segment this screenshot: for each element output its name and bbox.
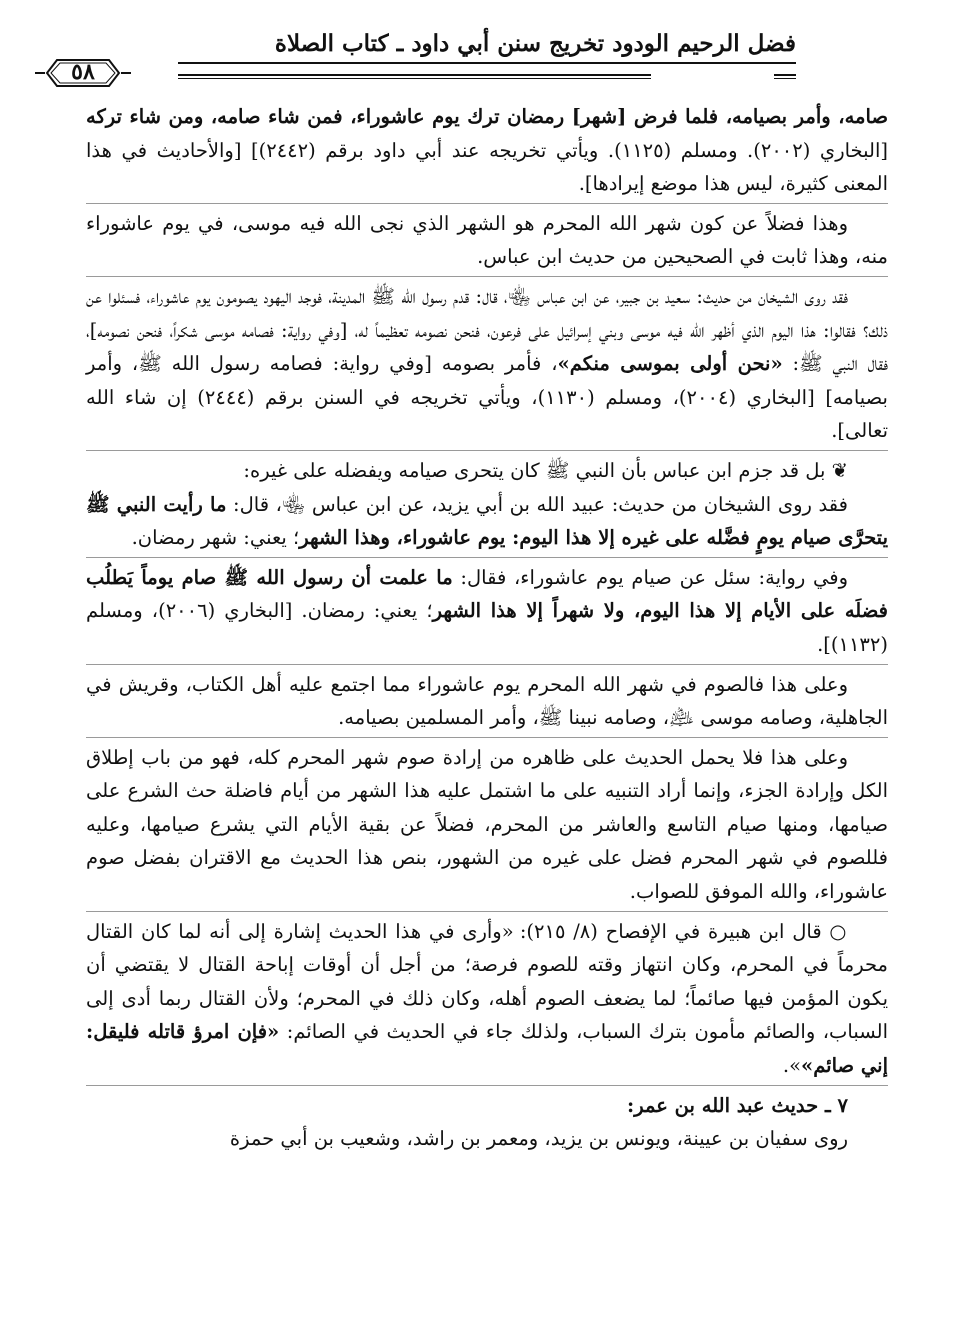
paragraph [86,100,888,201]
paragraph-separator [86,276,888,277]
paragraph-text: وفي رواية: سئل عن صيام يوم عاشوراء، فقال: [452,565,848,589]
body-text [86,100,888,1156]
emphasized-text: ما رأيت النبي ﷺ يتحرَّى صيام يومٍ فضَّله على غيره إلا هذا اليوم: يوم عاشوراء، وهذا الشهر [86,492,888,550]
header-rule [178,62,796,64]
emphasized-text: صامه، وأمر بصيامه، فلما فرض [شهر] رمضان ترك يوم عاشوراء، فمن شاء صامه، ومن شاء تركه [86,105,888,128]
paragraph-separator [86,557,888,558]
paragraph-text: ؛ يعني: رمضان. [البخاري (٢٠٠٦)، ومسلم (١١٣٢)]. [86,599,888,656]
paragraph [86,1089,888,1123]
paragraph [86,1122,888,1156]
paragraph [86,561,888,662]
paragraph [86,207,888,274]
paragraph-text: وعلى هذا فلا يحمل الحديث على ظاهره من إرادة صوم شهر المحرم كله، فهو من باب إطلاق الكل وإرادة الجزء، وإنما أراد التنبيه على ما اشتمل عليه هذا الشهر من أيام فاضلة حث الشرع على صيامها، ومنها صيام التاسع والعاشر من المحرم، فضلاً عن بقية الأيام التي يشرع صيامها، وعليه فللصوم في شهر المحرم فضل على غيره من الشهور، بنص هذا الحديث مع الاقتران بفضل صوم عاشوراء، والله الموفق للصواب. [86,745,888,904]
paragraph-text: ، فأمر بصومه [وفي رواية: فصامه رسول الله ﷺ، وأمر بصيامه] [البخاري (٢٠٠٤)، ومسلم (١١٣٠)، ويأتي تخريجه في السنن برقم (٢٤٤٤) إن شاء الله تعالى]. [86,352,888,443]
page-header [71,0,888,100]
paragraph-text: روى سفيان بن عيينة، ويونس بن يزيد، ومعمر بن راشد، وشعيب بن أبي حمزة [229,1127,848,1151]
header-rule-right-thin [774,78,796,79]
header-rule-right [774,74,796,76]
paragraph [86,668,888,735]
paragraph-text: ». [782,1054,802,1078]
paragraph-separator [86,1085,888,1086]
header-rule-left-thin [178,78,651,79]
paragraph [86,488,888,555]
paragraph-text: فقد روى الشيخان من حديث: سعيد بن جبير، عن ابن عباس ﵄، قال: قدم رسول الله ﷺ المدينة، فوجد اليهود يصومون يوم عاشوراء، فسئلوا عن ذلك؟ فقالوا: هذا اليوم الذي أظهر الله فيه موسى وبني إسرائيل على فرعون، فنحن نصومه تعظيماً له، [وفي رواية: فصامه موسى شكراً، فنحن نصومه]، فقال النبي ﷺ: [86,284,888,376]
paragraph-text: فقد روى الشيخان من حديث: عبيد الله بن أبي يزيد، عن ابن عباس ﵄، قال: [226,492,848,516]
paragraph-text: وعلى هذا فالصوم في شهر الله المحرم يوم عاشوراء مما اجتمع عليه أهل الكتاب، وقريش في الجاهلية، وصامه موسى ﵇، وصامه نبينا ﷺ، وأمر المسلمين بصيامه. [86,672,888,730]
emphasized-text: «فإن امرؤ قاتله فليقل: إني صائم» [86,1020,888,1078]
paragraph [86,741,888,909]
paragraph [86,454,888,488]
paragraph-text: ❦ بل قد جزم ابن عباس بأن النبي ﷺ كان يتحرى صيامه ويفضله على غيره: [243,458,848,482]
paragraph-separator [86,203,888,204]
emphasized-text: ٧ ـ حديث عبد الله بن عمر: [627,1093,848,1117]
paragraph-separator [86,911,888,912]
emphasized-text: «نحن أولى بموسى منكم» [557,352,783,376]
paragraph-text: [البخاري (٢٠٠٢). ومسلم (١١٢٥). ويأتي تخريجه عند أبي داود برقم (٢٤٤٢)] [والأحاديث في هذا المعنى كثيرة، ليس هذا موضع إيرادها]. [86,138,888,196]
paragraph-text: وهذا فضلاً عن كون شهر الله المحرم هو الشهر الذي نجى الله فيه موسى، في يوم عاشوراء منه، وهذا ثابت في الصحيحين من حديث ابن عباس. [86,211,888,269]
emphasized-text: ما علمت أن رسول الله ﷺ صام يوماً يَطلُب فضلَه على الأيام إلا هذا اليوم، ولا شهراً إلا هذا الشهر [86,565,888,623]
header-rule-left [178,74,651,76]
paragraph-text: ○ قال ابن هبيرة في الإفصاح (٨/ ٢١٥): «وأرى في هذا الحديث إشارة إلى أنه لما كان القتال محرماً في المحرم، وكان انتهاز وقته للصوم فرصة؛ من أجل أن أوقات إباحة القتال لا يقتضي أن يكون المؤمن فيها صائماً؛ لما يضعف الصوم أهله، وكان ذلك في المحرم؛ ولأن القتال ربما أدى إلى السباب، والصائم مأمون بترك السباب، ولذلك جاء في الحديث في الصائم: [86,919,888,1044]
paragraph-separator [86,664,888,665]
paragraph-separator [86,450,888,451]
page-number: ٥٨ [71,59,95,85]
paragraph-separator [86,737,888,738]
paragraph [86,280,888,448]
running-title: فضل الرحيم الودود تخريج سنن أبي داود ـ كتاب الصلاة [274,30,796,57]
paragraph [86,915,888,1083]
paragraph-text: ؛ يعني: شهر رمضان. [131,526,300,550]
